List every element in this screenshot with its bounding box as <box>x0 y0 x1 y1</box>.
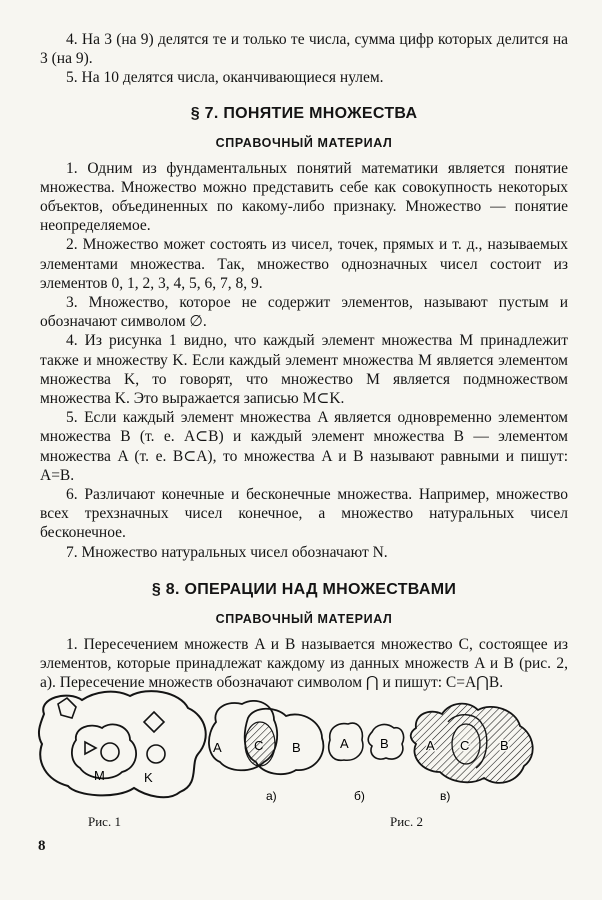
section-7-paragraph-1: 1. Одним из фундаментальных понятий математики является понятие множества. Множество можно представить себе как совокупность некоторых объектов, объединенных по какому-либо признаку. Множество — понятие неопределяемое. <box>40 159 568 235</box>
subfigure-c-label: в) <box>440 789 451 803</box>
section-7-subtitle: СПРАВОЧНЫЙ МАТЕРИАЛ <box>215 135 393 150</box>
section-7-paragraph-2: 2. Множество может состоять из чисел, точек, прямых и т. д., называемых элементами множества. Так, множество однозначных чисел состоит из элементов 0, 1, 2, 3, 4, 5, 6, 7, 8, 9. <box>40 236 568 292</box>
diamond-element <box>144 712 164 732</box>
section-7-paragraph-5: 5. Если каждый элемент множества A является одновременно элементом множества B (т. е. A⊂B) и каждый элемент множества B — элементом множества A (т. е. B⊂A), то множества A и B называют равными и пишут: A=B. <box>40 409 568 484</box>
triangle-element <box>85 742 96 754</box>
label-c-union: C <box>460 738 470 753</box>
intro-paragraph-4: 4. На 3 (на 9) делятся те и только те числа, сумма цифр которых делится на 3 (на 9). <box>40 31 568 68</box>
subfigure-a-label: а) <box>266 789 277 803</box>
section-8-paragraph-1: 1. Пересечением множеств A и B называется множество C, состоящее из элементов, которые принадлежат каждому из данных множеств A и B (рис. 2, a). Пересечение множеств обозначают символом ⋂ и пишут: C=A⋂B. <box>40 635 568 692</box>
label-k: K <box>144 770 153 785</box>
page-text <box>40 30 568 692</box>
section-7-paragraph-6: 6. Различают конечные и бесконечные множества. Например, множество всех трехзначных чисел конечное, а множество натуральных чисел бесконечное. <box>40 486 568 542</box>
pentagon-element <box>58 698 76 718</box>
label-a-union: A <box>426 738 435 753</box>
figure-2c <box>411 704 533 803</box>
circle-element-k <box>147 745 165 763</box>
figure-2-caption: Рис. 2 <box>390 814 423 829</box>
circle-element-m <box>101 743 119 761</box>
section-8-title: § 8. ОПЕРАЦИИ НАД МНОЖЕСТВАМИ <box>151 580 457 598</box>
figures <box>30 682 575 832</box>
label-a-small: A <box>340 736 349 751</box>
set-k-outline <box>39 691 206 797</box>
label-m: M <box>94 768 105 783</box>
intro-paragraph-5: 5. На 10 делятся числа, оканчивающиеся нулем. <box>66 69 384 87</box>
section-7-paragraph-4: 4. Из рисунка 1 видно, что каждый элемент множества M принадлежит также и множеству K. Если каждый элемент множества M является элементом множества K, то говорят, что множество M является подмножеством множества K. Это выражается записью M⊂K. <box>40 332 568 408</box>
figure-2b <box>329 723 404 803</box>
label-b: B <box>292 740 301 755</box>
page-number: 8 <box>38 838 46 854</box>
section-7-title: § 7. ПОНЯТИЕ МНОЖЕСТВА <box>190 104 418 122</box>
label-c: C <box>254 738 264 753</box>
label-b-small: B <box>380 736 389 751</box>
figures-svg <box>30 682 575 832</box>
section-8-subtitle: СПРАВОЧНЫЙ МАТЕРИАЛ <box>215 611 393 626</box>
section-7-paragraph-3: 3. Множество, которое не содержит элементов, называют пустым и обозначают символом ∅. <box>40 294 568 331</box>
figure-1-caption: Рис. 1 <box>88 814 121 829</box>
subfigure-b-label: б) <box>354 789 365 803</box>
label-b-union: B <box>500 738 509 753</box>
figure-2a <box>209 701 323 803</box>
label-a: A <box>213 740 222 755</box>
section-7-paragraph-7: 7. Множество натуральных чисел обозначают N. <box>66 543 388 561</box>
figure-1 <box>39 691 206 797</box>
